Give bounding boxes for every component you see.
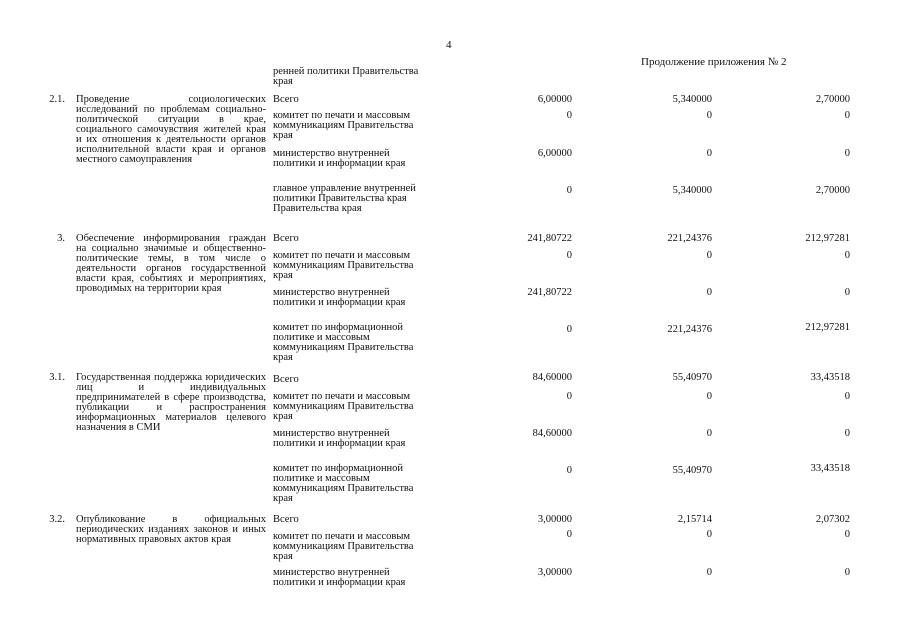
item-title: Государственная поддержка юридических лиц и индивидуальных предпринимателей в сфере производства, публикации и распространения информационных материалов целевого назначения в СМИ [76,372,266,433]
agency-label: комитет по печати и массовым коммуникациям Правительства края [273,250,414,281]
page-number: 4 [446,39,452,51]
agency-label: министерство внутренней политики и информации края [273,567,406,588]
value-col3: 0 [844,428,850,439]
value-col3: 33,43518 [810,463,850,474]
value-col3: 0 [844,567,850,578]
value-col1: 3,00000 [537,567,572,578]
value-col1: 241,80722 [527,287,572,298]
value-col3: 2,70000 [815,185,850,196]
value-col1: 6,00000 [537,148,572,159]
agency-label: Всего [273,374,299,385]
agency-label: Всего [273,94,299,105]
value-col1: 0 [566,110,572,121]
value-col2: 0 [706,529,712,540]
value-col3: 2,70000 [815,94,850,105]
value-col2: 221,24376 [667,233,712,244]
value-col3: 33,43518 [810,372,850,383]
value-col1: 241,80722 [527,233,572,244]
agency-label: министерство внутренней политики и информации края [273,428,406,449]
agency-label: министерство внутренней политики и информации края [273,148,406,169]
value-col3: 2,07302 [815,514,850,525]
top-fragment: ренней политики Правительства края [273,66,419,87]
value-col1: 0 [566,465,572,476]
value-col2: 55,40970 [672,372,712,383]
value-col3: 0 [844,391,850,402]
value-col2: 5,340000 [672,94,712,105]
row-number: 3. [57,233,65,244]
value-col3: 212,97281 [805,233,850,244]
value-col1: 84,60000 [532,372,572,383]
agency-label: комитет по информационной политике и массовым коммуникациям Правительства края [273,322,414,363]
item-title: Проведение социологических исследований по проблемам социально-политической ситуации в крае, социального самочувствия жителей края и их отношения к деятельности органов исполнительной власти края и органов местного самоуправления [76,94,266,165]
value-col1: 3,00000 [537,514,572,525]
value-col1: 0 [566,391,572,402]
value-col1: 6,00000 [537,94,572,105]
value-col2: 0 [706,250,712,261]
agency-label: Всего [273,514,299,525]
value-col2: 0 [706,391,712,402]
agency-label: Всего [273,233,299,244]
value-col2: 0 [706,110,712,121]
value-col3: 0 [844,148,850,159]
row-number: 3.1. [49,372,65,383]
item-title: Опубликование в официальных периодических изданиях законов и иных нормативных правовых актов края [76,514,266,545]
value-col1: 0 [566,185,572,196]
agency-label: комитет по информационной политике и массовым коммуникациям Правительства края [273,463,414,504]
value-col2: 0 [706,567,712,578]
value-col2: 0 [706,287,712,298]
value-col2: 221,24376 [667,324,712,335]
value-col2: 2,15714 [677,514,712,525]
value-col1: 0 [566,324,572,335]
value-col2: 0 [706,428,712,439]
value-col1: 0 [566,250,572,261]
value-col1: 0 [566,529,572,540]
agency-label: главное управление внутренней политики Правительства края Правительства края [273,183,416,214]
item-title: Обеспечение информирования граждан на социально значимые и общественно-политические темы, в том числе о деятельности органов государственной власти края, событиях и мероприятиях, проводимых на территории края [76,233,266,294]
row-number: 3.2. [49,514,65,525]
agency-label: комитет по печати и массовым коммуникациям Правительства края [273,110,414,141]
continuation-label: Продолжение приложения № 2 [641,56,787,68]
value-col1: 84,60000 [532,428,572,439]
value-col2: 5,340000 [672,185,712,196]
agency-label: министерство внутренней политики и информации края [273,287,406,308]
agency-label: комитет по печати и массовым коммуникациям Правительства края [273,391,414,422]
value-col2: 55,40970 [672,465,712,476]
value-col3: 0 [844,287,850,298]
value-col3: 0 [844,250,850,261]
value-col3: 0 [844,529,850,540]
row-number: 2.1. [49,94,65,105]
agency-label: комитет по печати и массовым коммуникациям Правительства края [273,531,414,562]
value-col3: 212,97281 [805,322,850,333]
value-col2: 0 [706,148,712,159]
value-col3: 0 [844,110,850,121]
